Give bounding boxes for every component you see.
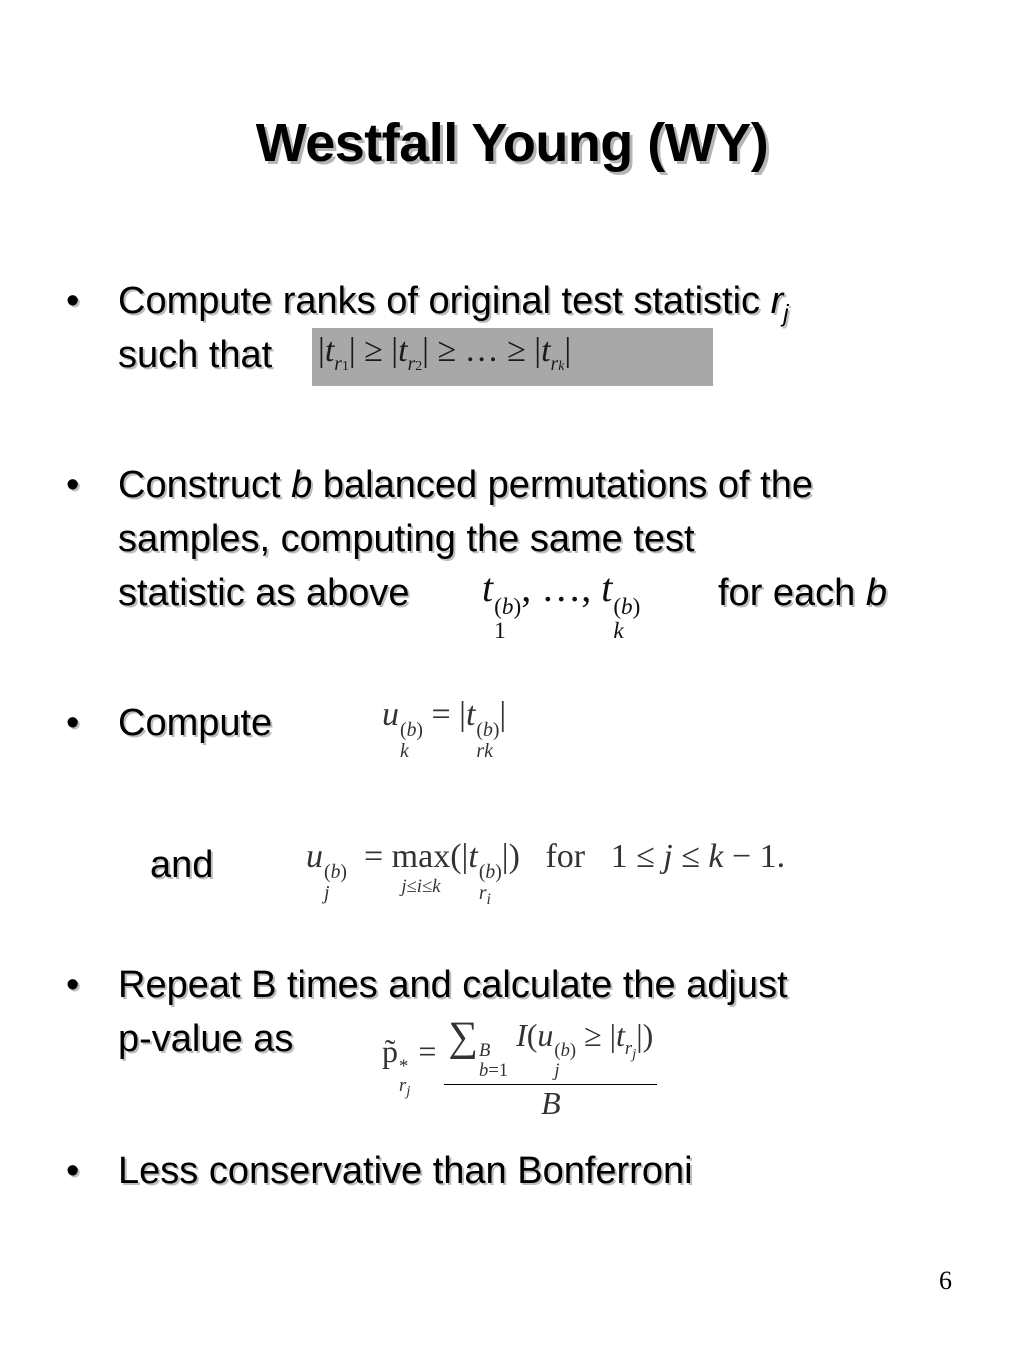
bullet-1-text: Compute ranks of original test statistic	[118, 280, 771, 322]
u-k-formula: u (b) k = |t (b) rk |	[382, 696, 507, 762]
and-text: and	[150, 844, 214, 886]
bullet-2-line-1: Construct b balanced permutations of the	[118, 464, 813, 506]
bullet-2-line-2: samples, computing the same test	[118, 518, 695, 560]
rank-variable: r	[770, 280, 784, 322]
slide-title: Westfall Young (WY)	[255, 113, 769, 173]
u-j-max-formula: u (b) j = max j≤i≤k (|t (b) $r_i$ |) for 1 ≤ j ≤ k − 1.	[306, 838, 786, 908]
bullet-2-line-3-suffix: for each b	[718, 572, 888, 614]
bullet-marker: •	[66, 702, 80, 744]
permutation-statistic-formula: t (b) 1 , …, t (b) k	[482, 565, 641, 645]
bullet-4-line-1: Repeat B times and calculate the adjust	[118, 964, 788, 1006]
bullet-marker: •	[66, 280, 80, 322]
bullet-4-line-2: p-value as	[118, 1018, 294, 1060]
rank-variable-subscript: j	[783, 300, 789, 328]
page-number: 6	[939, 1266, 952, 1295]
rank-order-formula: $|t_{r1}| \ge |t_{r2}|$ ≥ … ≥ $|t_{rk}|$	[312, 328, 713, 386]
bullet-1-line-2: such that	[118, 334, 273, 376]
bullet-marker: •	[66, 464, 80, 506]
bullet-2-line-3: statistic as above	[118, 572, 410, 614]
for-word: for	[545, 838, 586, 875]
bullet-marker: •	[66, 964, 80, 1006]
bullet-marker: •	[66, 1150, 80, 1192]
bullet-3-text: Compute	[118, 702, 273, 744]
permutation-count-variable: b	[291, 464, 313, 506]
bullet-5-text: Less conservative than Bonferroni	[118, 1150, 693, 1192]
adjusted-p-value-formula: p̃ * $r_j$ = ∑ B b=1 I(u (b) j ≥ $|t_{r_j}|$) B	[382, 1016, 657, 1119]
